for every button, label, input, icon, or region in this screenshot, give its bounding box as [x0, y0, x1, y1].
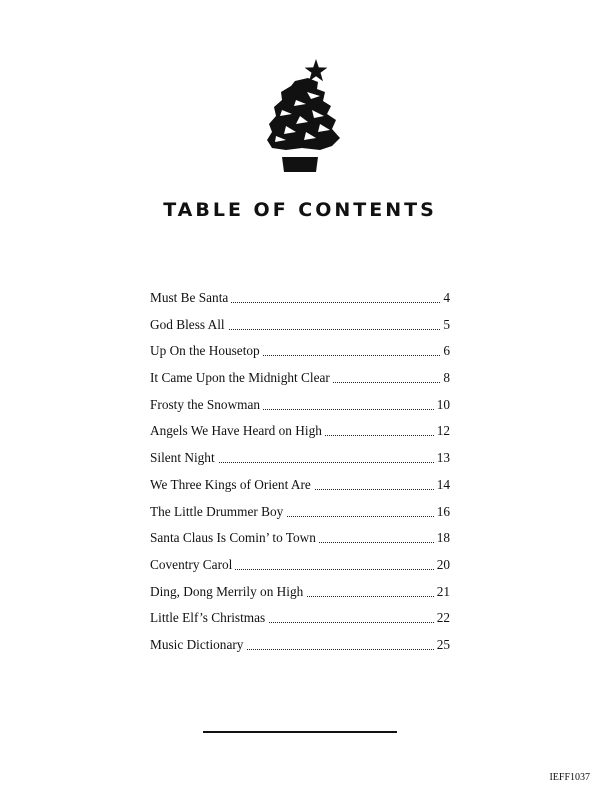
- toc-entry-page: 5: [441, 314, 450, 335]
- catalog-code: IEFF1037: [549, 772, 590, 783]
- toc-entry-page: 21: [435, 581, 450, 602]
- page-title: TABLE OF CONTENTS: [163, 199, 437, 221]
- toc-entry[interactable]: [150, 474, 450, 495]
- toc-entry[interactable]: [150, 554, 450, 575]
- toc-entry-title: Ding, Dong Merrily on High: [150, 584, 306, 599]
- christmas-tree-icon: [262, 56, 340, 174]
- toc-entry-title: Coventry Carol: [150, 557, 235, 572]
- toc-entry-title: Music Dictionary: [150, 637, 246, 652]
- toc-entry-page: 13: [435, 447, 450, 468]
- toc-entry[interactable]: [150, 607, 450, 628]
- toc-entry[interactable]: [150, 527, 450, 548]
- toc-entry-page: 4: [441, 287, 450, 308]
- toc-entry-title: Frosty the Snowman: [150, 397, 263, 412]
- toc-entry[interactable]: [150, 581, 450, 602]
- toc-entry[interactable]: [150, 287, 450, 308]
- toc-entry[interactable]: [150, 420, 450, 441]
- toc-entry-title: Silent Night: [150, 450, 218, 465]
- toc-entry-title: Up On the Housetop: [150, 343, 263, 358]
- toc-entry-title: We Three Kings of Orient Are: [150, 477, 314, 492]
- table-of-contents: [150, 287, 450, 661]
- toc-entry-page: 20: [435, 554, 450, 575]
- toc-entry-page: 14: [435, 474, 450, 495]
- toc-entry-page: 16: [435, 501, 450, 522]
- toc-entry-page: 12: [435, 420, 450, 441]
- star-icon: [305, 59, 328, 81]
- toc-entry[interactable]: [150, 447, 450, 468]
- toc-entry-title: Little Elf’s Christmas: [150, 610, 268, 625]
- toc-entry-title: Santa Claus Is Comin’ to Town: [150, 530, 319, 545]
- toc-entry-page: 18: [435, 527, 450, 548]
- toc-entry[interactable]: [150, 314, 450, 335]
- toc-entry-page: 10: [435, 394, 450, 415]
- toc-entry-page: 8: [441, 367, 450, 388]
- toc-entry[interactable]: [150, 340, 450, 361]
- toc-entry-page: 22: [435, 607, 450, 628]
- toc-entry-title: Must Be Santa: [150, 290, 231, 305]
- toc-entry[interactable]: [150, 634, 450, 655]
- toc-entry-title: Angels We Have Heard on High: [150, 423, 325, 438]
- toc-entry[interactable]: [150, 367, 450, 388]
- toc-entry-page: 6: [441, 340, 450, 361]
- toc-entry-title: It Came Upon the Midnight Clear: [150, 370, 333, 385]
- toc-entry[interactable]: [150, 394, 450, 415]
- toc-entry-page: 25: [435, 634, 450, 655]
- bottom-divider: [203, 731, 397, 733]
- toc-entry[interactable]: [150, 501, 450, 522]
- tree-trunk-pot: [282, 157, 318, 172]
- toc-entry-title: God Bless All: [150, 317, 228, 332]
- toc-entry-title: The Little Drummer Boy: [150, 504, 286, 519]
